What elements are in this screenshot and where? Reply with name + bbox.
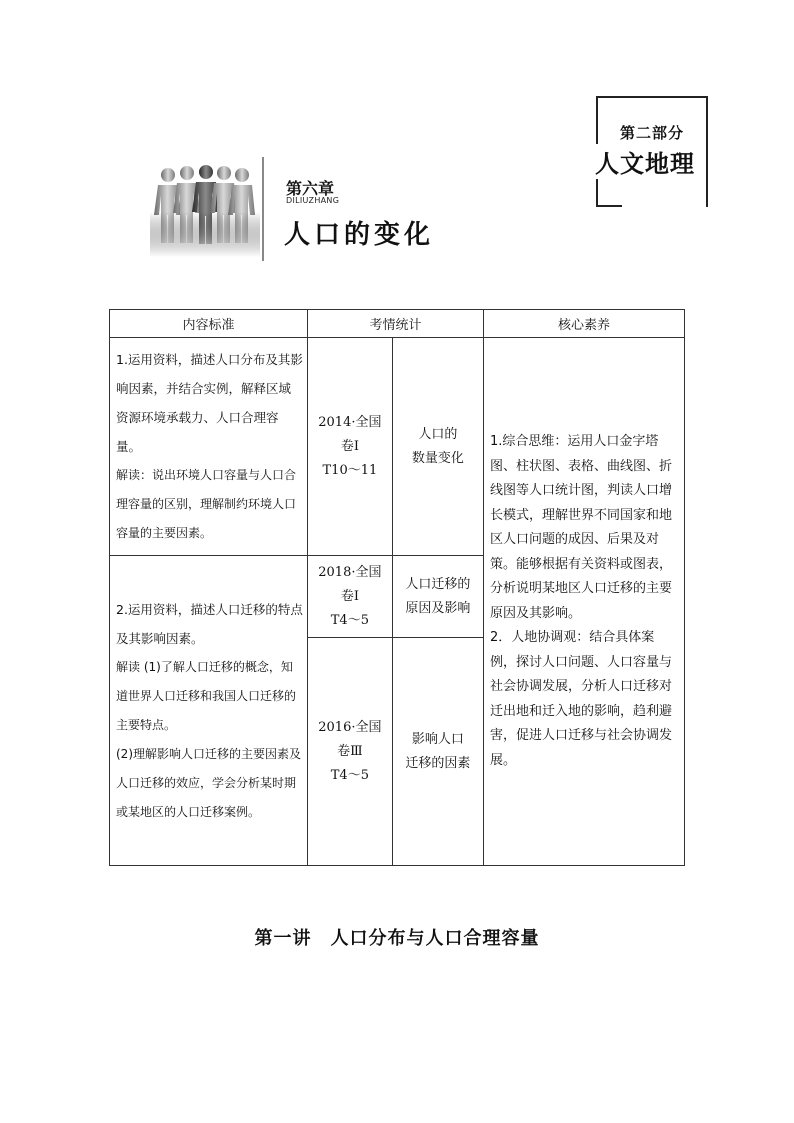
exam-paper: 卷Ⅰ xyxy=(340,588,359,604)
topic-line: 人口迁移的 xyxy=(405,576,471,592)
table-header-row xyxy=(110,310,685,338)
exam-question: T4～5 xyxy=(330,767,369,783)
topic-line: 数量变化 xyxy=(411,450,464,466)
literacy-item: 2．人地协调观：结合具体案例，探讨人口问题、人口容量与社会协调发展，分析人口迁移对迁出地和迁入地的影响，趋利避害，促进人口迁移与社会协调发展。 xyxy=(489,630,672,768)
header-exam: 考情统计 xyxy=(308,310,484,338)
standard-cell xyxy=(110,556,308,866)
exam-cell xyxy=(308,338,393,556)
chapter-pinyin: DILIUZHANG xyxy=(286,196,340,205)
topic-cell xyxy=(392,638,483,866)
standard-text: 1.运用资料，描述人口分布及其影响因素，并结合实例，解释区域资源环境承载力、人口合理容量。 xyxy=(116,352,303,454)
topic-cell xyxy=(392,338,483,556)
part-box xyxy=(596,96,708,207)
exam-paper: 卷Ⅰ xyxy=(340,438,359,454)
topic-line: 人口的 xyxy=(418,426,458,442)
header-standard: 内容标准 xyxy=(110,310,308,338)
exam-year: 2018·全国 xyxy=(318,564,382,580)
header-literacy: 核心素养 xyxy=(483,310,684,338)
chapter-divider xyxy=(262,157,264,261)
standard-interpretation: (2)理解影响人口迁移的主要因素及人口迁移的效应，学会分析某时期或某地区的人口迁移案例。 xyxy=(116,746,301,819)
part-label: 第二部分 xyxy=(619,124,684,142)
standard-cell xyxy=(110,338,308,556)
topic-line: 原因及影响 xyxy=(405,600,471,616)
standard-interpretation: 解读：说出环境人口容量与人口合理容量的区别，理解制约环境人口容量的主要因素。 xyxy=(116,468,297,540)
literacy-item: 1.综合思维：运用人口金字塔图、柱状图、表格、曲线图、折线图等人口统计图，判读人口增长模式，理解世界不同国家和地区人口问题的成因、后果及对策。能够根据有关资料或图表，分析说明某地区人口迁移的主要原因及其影响。 xyxy=(489,434,672,621)
chapter-title: 人口的变化 xyxy=(284,220,435,250)
exam-question: T4～5 xyxy=(330,612,369,628)
exam-cell xyxy=(308,638,393,866)
curriculum-table xyxy=(109,309,685,866)
literacy-cell xyxy=(483,338,684,866)
topic-line: 影响人口 xyxy=(411,731,464,747)
exam-year: 2014·全国 xyxy=(318,414,382,430)
exam-question: T10～11 xyxy=(322,462,378,478)
part-title: 人文地理 xyxy=(584,144,706,179)
exam-paper: 卷Ⅲ xyxy=(337,743,363,759)
exam-cell xyxy=(308,556,393,638)
chapter-label: 第六章 xyxy=(286,179,335,198)
standard-interpretation: 解读 (1)了解人口迁移的概念，知道世界人口迁移和我国人口迁移的主要特点。 xyxy=(116,659,297,732)
standard-text: 2.运用资料，描述人口迁移的特点及其影响因素。 xyxy=(116,601,303,646)
lesson-title: 第一讲 人口分布与人口合理容量 xyxy=(254,928,540,949)
people-group-icon xyxy=(150,157,260,257)
topic-cell xyxy=(392,556,483,638)
topic-line: 迁移的因素 xyxy=(405,755,471,771)
exam-year: 2016·全国 xyxy=(318,719,382,735)
table-row xyxy=(110,338,685,556)
